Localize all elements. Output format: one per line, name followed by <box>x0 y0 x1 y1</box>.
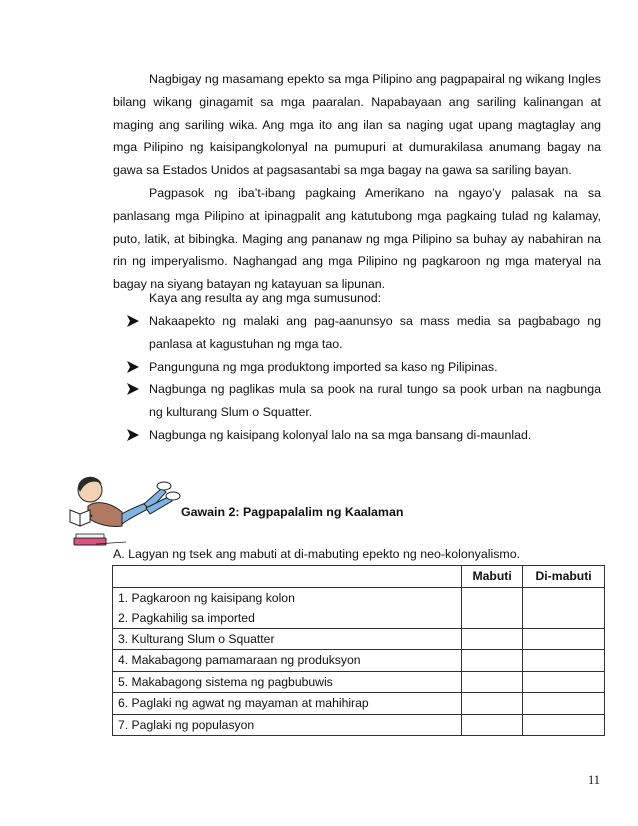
list-item <box>124 424 601 447</box>
di-mabuti-checkbox-cell[interactable] <box>523 628 605 650</box>
di-mabuti-checkbox-cell[interactable] <box>523 693 605 715</box>
table-row <box>113 650 605 672</box>
di-mabuti-checkbox-cell[interactable] <box>523 671 605 693</box>
mabuti-checkbox-cell[interactable] <box>462 693 523 715</box>
table-cell-item: 5. Makabagong sistema ng pagbubuwis <box>113 671 462 693</box>
activity-title: Gawain 2: Pagpapalalim ng Kaalaman <box>181 505 404 519</box>
list-item <box>124 356 601 379</box>
table-cell-item: 7. Paglaki ng populasyon <box>113 714 462 736</box>
table-header-row <box>113 566 605 588</box>
header-mabuti: Mabuti <box>462 566 523 588</box>
mabuti-checkbox-cell[interactable] <box>462 628 523 650</box>
item-text: 1. Pagkaroon ng kaisipang kolon <box>118 590 295 605</box>
table-row <box>113 693 605 715</box>
header-di-mabuti: Di-mabuti <box>523 566 605 588</box>
page-number: 11 <box>588 773 600 787</box>
arrow-bullet-icon <box>124 428 142 442</box>
mabuti-checkbox-cell[interactable] <box>462 714 523 736</box>
reading-boy-illustration <box>66 458 184 550</box>
table-cell-item: 4. Makabagong pamamaraan ng produksyon <box>113 650 462 672</box>
mabuti-checkbox-cell[interactable] <box>462 671 523 693</box>
table-row <box>113 628 605 650</box>
di-mabuti-checkbox-cell[interactable] <box>523 650 605 672</box>
paragraph-1 <box>113 68 601 182</box>
paragraph-2 <box>113 182 601 296</box>
list-item-text: Nagbunga ng paglikas mula sa pook na rural tungo sa pook urban na nagbunga ng kulturang Slum o Squatter. <box>149 382 601 420</box>
paragraph-1-text: Nagbigay ng masamang epekto sa mga Pilipino ang pagpapairal ng wikang Ingles bilang wikang ginagamit sa mga paaralan. Napabayaan ang sariling kalinangan at maging ang sariling wika. Ang mga ito ang ilan sa naging ugat upang magtaglay ang mga Pilipino ng kaisipangkolonyal na pumupuri at dumurakilasa anumang bagay na gawa sa Estados Unidos at pagsasantabi sa mga bagay na gawa sa sariling bayan. <box>113 72 601 178</box>
list-item-text: Nagbunga ng kaisipang kolonyal lalo na sa mga bansang di-maunlad. <box>149 427 532 442</box>
table-cell-item: 6. Paglaki ng agwat ng mayaman at mahihirap <box>113 693 462 715</box>
table-cell-item: 3. Kulturang Slum o Squatter <box>113 628 462 650</box>
arrow-bullet-icon <box>124 360 142 374</box>
list-item-text: Nakaapekto ng malaki ang pag-aanunsyo sa mass media sa pagbabago ng panlasa at kagustuhan ng mga tao. <box>149 314 601 351</box>
mabuti-checkbox-cell[interactable] <box>462 587 523 628</box>
list-item <box>124 310 601 356</box>
table-row <box>113 671 605 693</box>
list-item-text: Pangunguna ng mga produktong imported sa kaso ng Pilipinas. <box>149 359 498 374</box>
di-mabuti-checkbox-cell[interactable] <box>523 714 605 736</box>
lead-in-text: Kaya ang resulta ay ang mga sumusunod: <box>149 291 382 305</box>
effects-checklist-table <box>112 565 605 736</box>
arrow-bullet-icon <box>124 314 142 328</box>
paragraph-2-text: Pagpasok ng iba’t-ibang pagkaing Amerikano na ngayo’y palasak na sa panlasang mga Pilipino at ipinagpalit ang katutubong mga pagkaing tulad ng kalamay, puto, latik, at bibingka. Maging ang pananaw ng mga Pilipino sa buhay ay nabahiran na rin ng imperyalismo. Naghangad ang mga Pilipino ng pagkaroon ng mga materyal na bagay na siyang batayan ng katayuan sa lipunan. <box>113 186 601 292</box>
table-row <box>113 714 605 736</box>
item-text: 2. Pagkahilig sa imported <box>118 610 255 625</box>
mabuti-checkbox-cell[interactable] <box>462 650 523 672</box>
table-cell-item <box>113 587 462 628</box>
instruction-text: A. Lagyan ng tsek ang mabuti at di-mabuting epekto ng neo-kolonyalismo. <box>113 547 521 561</box>
list-item <box>124 378 601 424</box>
header-cell-empty <box>113 566 462 588</box>
arrow-bullet-icon <box>124 382 142 396</box>
table-row <box>113 587 605 628</box>
results-list <box>124 310 601 447</box>
di-mabuti-checkbox-cell[interactable] <box>523 587 605 628</box>
